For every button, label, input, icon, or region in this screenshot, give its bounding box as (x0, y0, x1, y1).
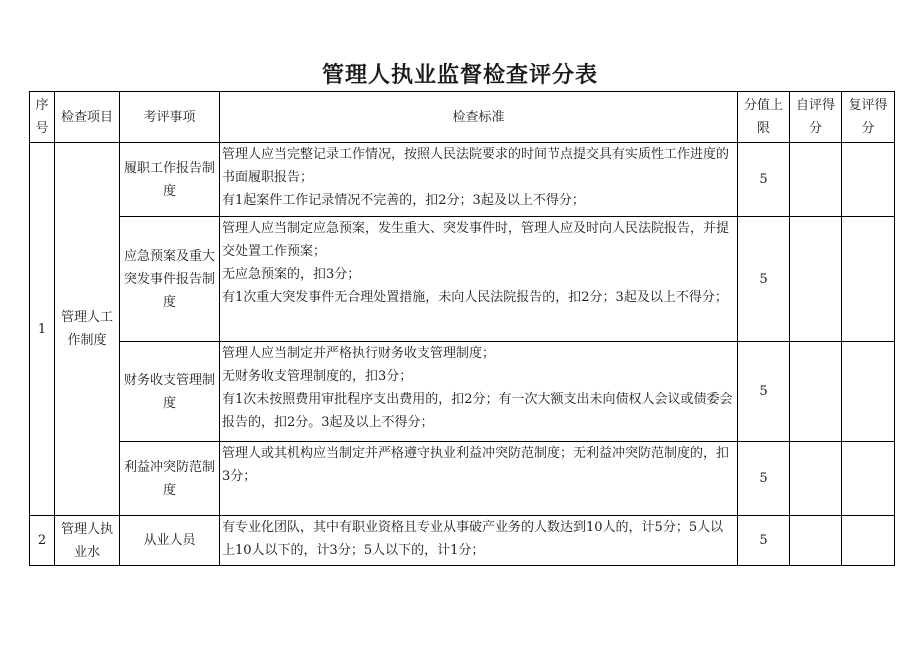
header-row (30, 92, 895, 143)
review-score-cell[interactable] (842, 516, 895, 566)
self-score-cell[interactable] (790, 342, 842, 442)
header-review-score: 复评得分 (842, 92, 895, 143)
standard-line: 管理人应当制定应急预案，发生重大、突发事件时，管理人应及时向人民法院报告，并提交处置工作预案； (222, 221, 730, 259)
standard-line: 无应急预案的，扣3分； (222, 267, 361, 282)
score-table (29, 91, 895, 566)
standard-line: 无财务收支管理制度的，扣3分； (222, 369, 413, 384)
self-score-cell[interactable] (790, 442, 842, 516)
max-score: 5 (738, 342, 790, 442)
standard-line: 有专业化团队，其中有职业资格且专业从事破产业务的人数达到10人的，计5分；5人以上10人以下的，计3分；5人以下的，计1分； (222, 520, 724, 558)
review-score-cell[interactable] (842, 143, 895, 217)
item-name: 从业人员 (120, 516, 220, 566)
item-standard (220, 342, 738, 442)
standard-line: 管理人应当完整记录工作情况，按照人民法院要求的时间节点提交具有实质性工作进度的书面履职报告； (222, 147, 730, 185)
item-name: 履职工作报告制度 (120, 143, 220, 217)
section-category: 管理人执业水 (55, 516, 120, 566)
table-row (30, 342, 895, 442)
standard-line: 有1次未按照费用审批程序支出费用的，扣2分；有一次大额支出未向债权人会议或债委会报告的，扣2分。3起及以上不得分； (222, 392, 733, 430)
max-score: 5 (738, 516, 790, 566)
max-score: 5 (738, 217, 790, 342)
max-score: 5 (738, 442, 790, 516)
item-standard (220, 442, 738, 516)
item-standard (220, 217, 738, 342)
header-seq: 序号 (30, 92, 55, 143)
table-row (30, 217, 895, 342)
section-seq: 2 (30, 516, 55, 566)
header-self-score: 自评得分 (790, 92, 842, 143)
table-row (30, 143, 895, 217)
standard-line: 管理人应当制定并严格执行财务收支管理制度； (222, 346, 496, 361)
item-name: 应急预案及重大突发事件报告制度 (120, 217, 220, 342)
standard-line: 管理人或其机构应当制定并严格遵守执业利益冲突防范制度；无利益冲突防范制度的，扣3分； (222, 446, 730, 484)
header-item: 考评事项 (120, 92, 220, 143)
page-title: 管理人执业监督检查评分表 (321, 63, 598, 88)
item-standard (220, 516, 738, 566)
item-name: 财务收支管理制度 (120, 342, 220, 442)
standard-line: 有1次重大突发事件无合理处置措施，未向人民法院报告的，扣2分；3起及以上不得分； (222, 290, 728, 305)
table-row (30, 516, 895, 566)
self-score-cell[interactable] (790, 143, 842, 217)
section-category: 管理人工作制度 (55, 143, 120, 516)
header-max-score: 分值上限 (738, 92, 790, 143)
review-score-cell[interactable] (842, 442, 895, 516)
header-category: 检查项目 (55, 92, 120, 143)
max-score: 5 (738, 143, 790, 217)
header-standard: 检查标准 (220, 92, 738, 143)
item-standard (220, 143, 738, 217)
review-score-cell[interactable] (842, 342, 895, 442)
self-score-cell[interactable] (790, 516, 842, 566)
standard-line: 有1起案件工作记录情况不完善的，扣2分；3起及以上不得分； (222, 193, 585, 208)
table-row (30, 442, 895, 516)
item-name: 利益冲突防范制度 (120, 442, 220, 516)
self-score-cell[interactable] (790, 217, 842, 342)
review-score-cell[interactable] (842, 217, 895, 342)
section-seq: 1 (30, 143, 55, 516)
